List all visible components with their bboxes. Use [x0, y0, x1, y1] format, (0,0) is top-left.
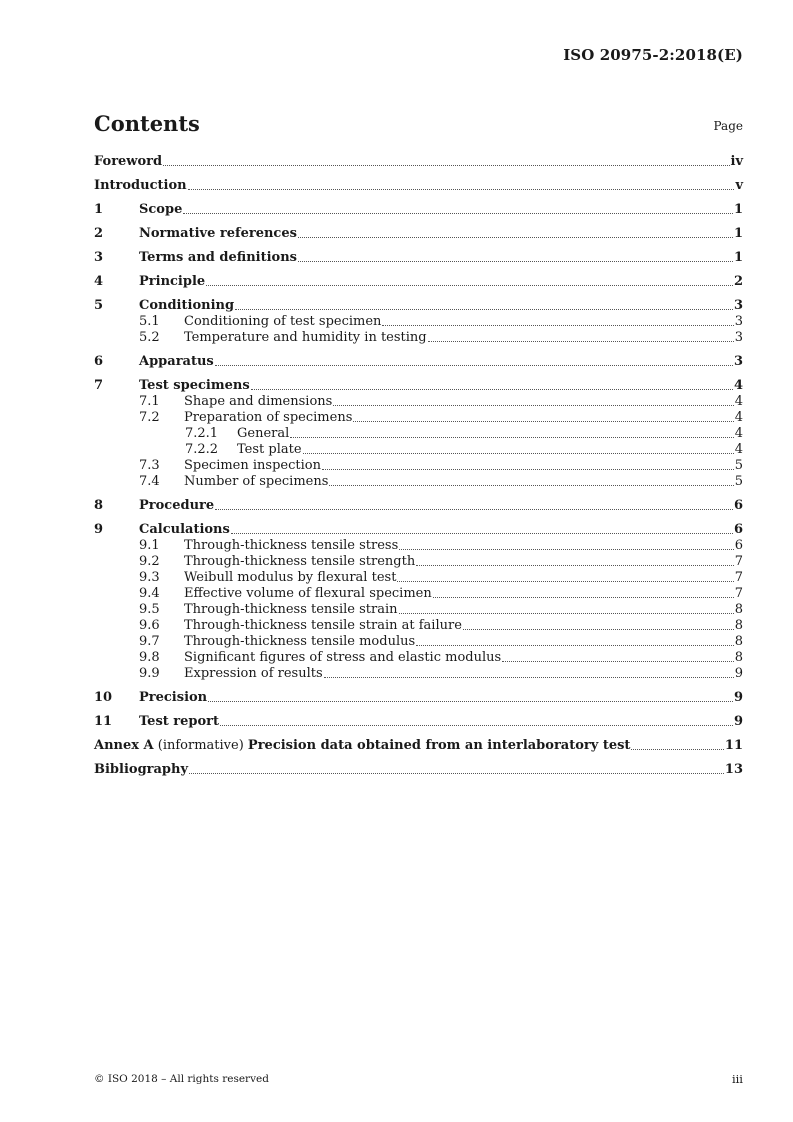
toc-entry-page: 7 — [734, 570, 743, 585]
toc-entry-title-main: Conditioning of test specimen — [184, 314, 382, 329]
toc-entry[interactable] — [94, 178, 743, 194]
toc-entry-title-main: Scope — [139, 202, 183, 217]
toc-entry-title-main: Effective volume of flexural specimen — [184, 586, 432, 601]
toc-entry[interactable] — [94, 522, 743, 538]
toc-entry-number: 9.5 — [139, 602, 160, 617]
dot-leader — [322, 468, 734, 470]
toc-entry-title — [184, 474, 328, 490]
toc-entry-page: 3 — [733, 354, 743, 369]
dot-leader — [208, 700, 733, 702]
toc-entry-title-main: Through-thickness tensile strain at failure — [184, 618, 462, 633]
dot-leader — [428, 340, 734, 342]
toc-entry-title-main: Test specimens — [139, 378, 250, 393]
toc-entry[interactable] — [94, 458, 743, 474]
copyright-notice: © ISO 2018 – All rights reserved — [94, 1073, 269, 1085]
toc-entry-title-main: Temperature and humidity in testing — [184, 330, 427, 345]
toc-entry-number: 9.8 — [139, 650, 160, 665]
toc-entry-page: 9 — [733, 714, 743, 729]
dot-leader — [163, 164, 729, 166]
toc-entry-title — [139, 274, 205, 290]
toc-entry-title — [139, 226, 297, 242]
toc-entry-page: 1 — [733, 202, 743, 217]
toc-entry-title — [184, 618, 462, 634]
toc-entry-number: 9.6 — [139, 618, 160, 633]
toc-entry-title — [184, 650, 501, 666]
dot-leader — [251, 388, 733, 390]
toc-entry-title — [139, 298, 234, 314]
toc-entry-title — [139, 378, 250, 394]
toc-entry[interactable] — [94, 666, 743, 682]
toc-entry-title — [184, 458, 321, 474]
toc-entry[interactable] — [94, 738, 743, 754]
toc-entry-number: 7.2.2 — [185, 442, 219, 457]
toc-entry-title-main: Principle — [139, 274, 206, 289]
toc-entry-annex-title: Precision data obtained from an interlaboratory test — [247, 738, 631, 753]
toc-entry-title — [139, 690, 207, 706]
toc-entry-number: 7.2 — [139, 410, 160, 425]
toc-entry-title — [139, 522, 230, 538]
toc-entry-page: 3 — [733, 298, 743, 313]
toc-entry[interactable] — [94, 498, 743, 514]
toc-entry-number: 9.7 — [139, 634, 160, 649]
toc-entry-page: iv — [730, 154, 743, 169]
toc-entry-title-main: Specimen inspection — [184, 458, 321, 473]
page-column-label: Page — [713, 119, 743, 133]
toc-entry-page: 1 — [733, 226, 743, 241]
toc-entry-number: 9 — [94, 522, 104, 537]
toc-entry-page: 1 — [733, 250, 743, 265]
dot-leader — [382, 324, 733, 326]
dot-leader — [399, 612, 734, 614]
dot-leader — [189, 772, 724, 774]
toc-entry-title-main: Introduction — [94, 178, 187, 193]
toc-entry[interactable] — [94, 690, 743, 706]
toc-entry-page: v — [735, 178, 743, 193]
toc-entry[interactable] — [94, 586, 743, 602]
toc-entry-number: 7.1 — [139, 394, 160, 409]
dot-leader — [397, 580, 733, 582]
dot-leader — [399, 548, 733, 550]
toc-entry-title-main: Through-thickness tensile stress — [184, 538, 399, 553]
toc-entry-title-main: Terms and definitions — [139, 250, 297, 265]
dot-leader — [303, 452, 734, 454]
toc-entry-page: 4 — [734, 394, 743, 409]
toc-entry-title-main: Precision — [139, 690, 208, 705]
toc-entry[interactable] — [94, 202, 743, 218]
toc-entry[interactable] — [94, 274, 743, 290]
toc-entry-title — [94, 154, 162, 170]
toc-entry-title — [184, 330, 427, 346]
toc-entry-title-main: Shape and dimensions — [184, 394, 333, 409]
toc-entry-title — [184, 314, 381, 330]
toc-entry-title — [184, 410, 352, 426]
dot-leader — [215, 364, 733, 366]
toc-entry-title-main: Procedure — [139, 498, 215, 513]
toc-entry-title-main: Test report — [139, 714, 220, 729]
toc-entry[interactable] — [94, 378, 743, 394]
toc-entry-page: 7 — [734, 586, 743, 601]
toc-entry-number: 7.3 — [139, 458, 160, 473]
toc-entry-annex-type: (informative) — [153, 738, 248, 753]
dot-leader — [298, 260, 733, 262]
toc-entry-title-main: Annex A — [94, 738, 154, 753]
toc-entry-title — [184, 538, 398, 554]
toc-entry-title — [184, 586, 432, 602]
toc-entry-title-main: Bibliography — [94, 762, 189, 777]
toc-entry[interactable] — [94, 570, 743, 586]
toc-entry[interactable] — [94, 618, 743, 634]
toc-entry-title — [94, 178, 187, 194]
document-code: ISO 20975-2:2018(E) — [563, 46, 743, 64]
toc-entry-number: 7.2.1 — [185, 426, 219, 441]
toc-entry-page: 3 — [734, 330, 743, 345]
toc-entry[interactable] — [94, 226, 743, 242]
toc-entry-number: 6 — [94, 354, 104, 369]
dot-leader — [463, 628, 734, 630]
toc-entry-title — [237, 426, 289, 442]
toc-entry-page: 8 — [734, 634, 743, 649]
toc-entry[interactable] — [94, 354, 743, 370]
toc-entry-page: 13 — [724, 762, 743, 777]
toc-entry[interactable] — [94, 330, 743, 346]
toc-entry[interactable] — [94, 442, 743, 458]
toc-entry-page: 6 — [734, 538, 743, 553]
toc-entry-number: 7 — [94, 378, 104, 393]
toc-entry-title-main: Weibull modulus by flexural test — [184, 570, 397, 585]
toc-entry-title — [184, 554, 415, 570]
toc-entry-title — [139, 202, 182, 218]
dot-leader — [631, 748, 723, 750]
toc-entry-title-main: Significant figures of stress and elastic modulus — [184, 650, 502, 665]
dot-leader — [183, 212, 733, 214]
toc-entry[interactable] — [94, 250, 743, 266]
toc-entry-number: 8 — [94, 498, 104, 513]
toc-entry-page: 2 — [733, 274, 743, 289]
dot-leader — [416, 564, 734, 566]
toc-entry[interactable] — [94, 650, 743, 666]
toc-entry[interactable] — [94, 394, 743, 410]
toc-entry-title-main: Normative references — [139, 226, 297, 241]
toc-entry-title — [184, 634, 415, 650]
dot-leader — [353, 420, 733, 422]
toc-entry-page: 9 — [733, 690, 743, 705]
toc-entry[interactable] — [94, 538, 743, 554]
toc-entry-number: 11 — [94, 714, 113, 729]
toc-entry[interactable] — [94, 426, 743, 442]
toc-entry-number: 9.3 — [139, 570, 160, 585]
dot-leader — [502, 660, 734, 662]
toc-entry-page: 5 — [734, 458, 743, 473]
toc-entry[interactable] — [94, 554, 743, 570]
toc-entry-title-main: Preparation of specimens — [184, 410, 353, 425]
toc-entry-number: 5.1 — [139, 314, 160, 329]
toc-entry-number: 3 — [94, 250, 104, 265]
toc-entry-page: 6 — [733, 498, 743, 513]
toc-entry[interactable] — [94, 474, 743, 490]
toc-entry[interactable] — [94, 762, 743, 778]
toc-entry-title — [237, 442, 302, 458]
dot-leader — [235, 308, 733, 310]
dot-leader — [416, 644, 734, 646]
toc-entry-title-main: Through-thickness tensile strain — [184, 602, 398, 617]
toc-entry-title-main: Number of specimens — [184, 474, 329, 489]
toc-entry-title-main: Conditioning — [139, 298, 235, 313]
toc-entry-title-main: Calculations — [139, 522, 230, 537]
toc-entry-number: 9.1 — [139, 538, 160, 553]
dot-leader — [206, 284, 733, 286]
toc-entry-page: 4 — [733, 378, 743, 393]
toc-entry-title — [139, 250, 297, 266]
toc-entry-page: 4 — [734, 426, 743, 441]
toc-entry[interactable] — [94, 314, 743, 330]
toc-entry-title-main: Expression of results — [184, 666, 323, 681]
toc-entry-page: 8 — [734, 602, 743, 617]
toc-entry-page: 5 — [734, 474, 743, 489]
toc-entry-number: 7.4 — [139, 474, 160, 489]
toc-entry-title-main: Apparatus — [139, 354, 214, 369]
toc-entry-page: 8 — [734, 618, 743, 633]
dot-leader — [333, 404, 733, 406]
toc-entry-number: 9.4 — [139, 586, 160, 601]
toc-entry-page: 8 — [734, 650, 743, 665]
toc-entry-title — [139, 354, 214, 370]
toc-entry-number: 10 — [94, 690, 113, 705]
dot-leader — [215, 508, 733, 510]
dot-leader — [188, 188, 734, 190]
toc-entry-page: 4 — [734, 442, 743, 457]
toc-entry-title — [184, 570, 396, 586]
dot-leader — [433, 596, 734, 598]
toc-entry-number: 9.9 — [139, 666, 160, 681]
toc-entry-number: 2 — [94, 226, 104, 241]
toc-entry[interactable] — [94, 410, 743, 426]
dot-leader — [220, 724, 733, 726]
toc-entry-number: 9.2 — [139, 554, 160, 569]
dot-leader — [329, 484, 733, 486]
toc-entry-page: 4 — [734, 410, 743, 425]
table-of-contents — [94, 154, 743, 778]
dot-leader — [298, 236, 733, 238]
toc-entry[interactable] — [94, 634, 743, 650]
toc-entry-page: 11 — [724, 738, 743, 753]
toc-entry-page: 3 — [734, 314, 743, 329]
dot-leader — [324, 676, 734, 678]
toc-entry-number: 5 — [94, 298, 104, 313]
toc-entry-title — [139, 714, 219, 730]
page-title: Contents — [94, 111, 200, 136]
toc-entry-page: 9 — [734, 666, 743, 681]
toc-entry-title-main: Foreword — [94, 154, 163, 169]
toc-entry-number: 5.2 — [139, 330, 160, 345]
dot-leader — [231, 532, 733, 534]
page-number: iii — [731, 1072, 743, 1086]
toc-entry-title-main: General — [237, 426, 290, 441]
toc-entry-title-main: Through-thickness tensile modulus — [184, 634, 416, 649]
toc-entry-title — [94, 738, 630, 754]
toc-entry-title — [139, 498, 214, 514]
dot-leader — [290, 436, 733, 438]
toc-entry-page: 7 — [734, 554, 743, 569]
toc-entry-number: 4 — [94, 274, 104, 289]
toc-entry-title — [184, 602, 398, 618]
toc-entry-title-main: Test plate — [237, 442, 302, 457]
toc-entry-number: 1 — [94, 202, 104, 217]
toc-entry-title — [184, 394, 332, 410]
toc-entry[interactable] — [94, 714, 743, 730]
toc-entry[interactable] — [94, 602, 743, 618]
toc-entry[interactable] — [94, 298, 743, 314]
toc-entry-title — [184, 666, 323, 682]
toc-entry-title — [94, 762, 188, 778]
toc-entry[interactable] — [94, 154, 743, 170]
toc-entry-title-main: Through-thickness tensile strength — [184, 554, 416, 569]
toc-entry-page: 6 — [733, 522, 743, 537]
